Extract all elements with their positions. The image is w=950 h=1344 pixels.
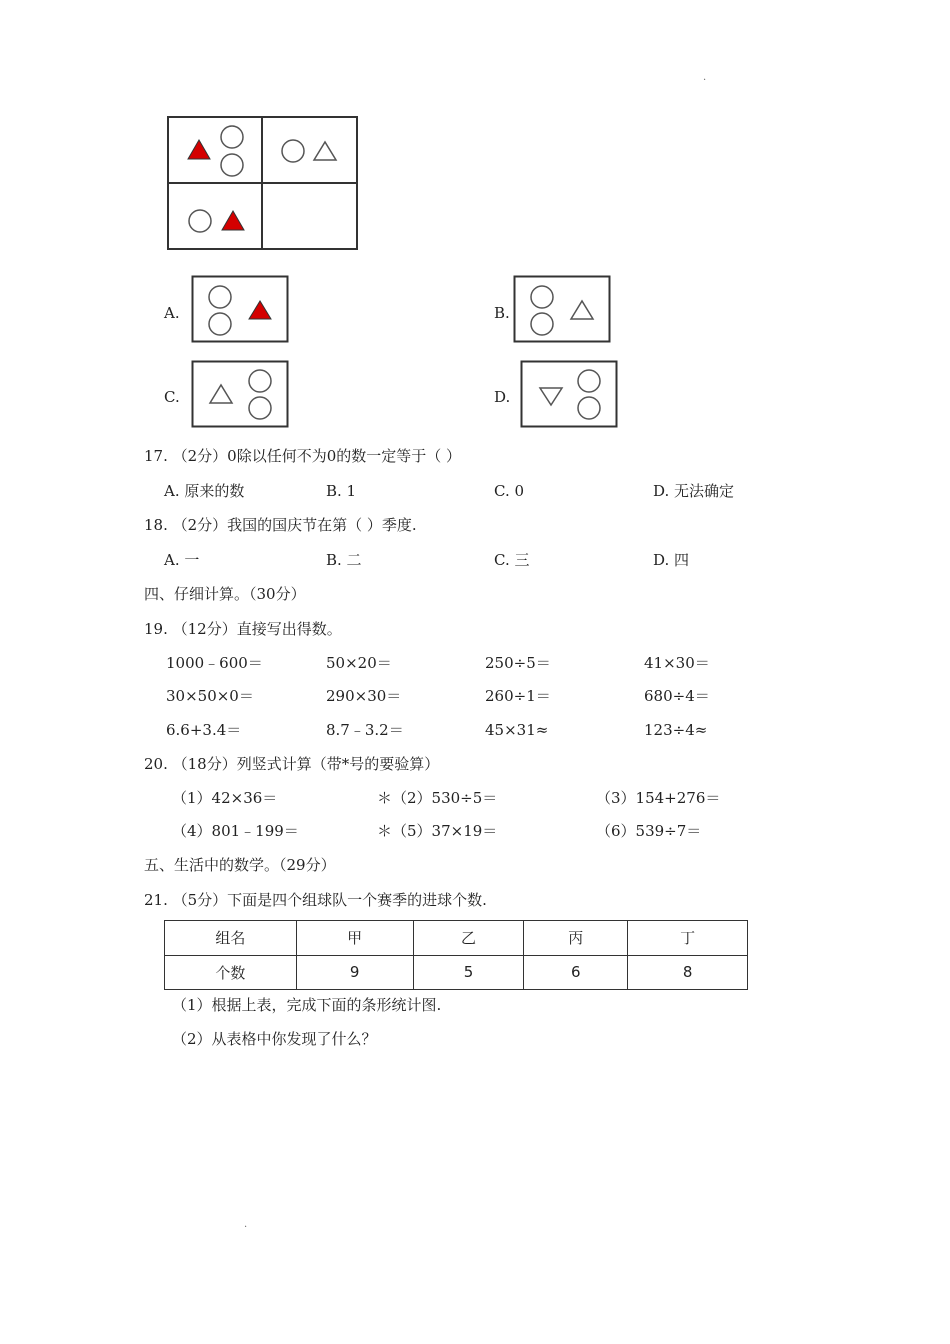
q18-option-c[interactable]: C. 三 (494, 551, 530, 569)
page-mark-bottom: . (244, 1219, 248, 1230)
q18-option-a[interactable]: A. 一 (164, 551, 200, 569)
q20-item: ＊（5）37×19＝ (377, 822, 498, 840)
table-header-row (165, 921, 748, 956)
q19-item: 41×30＝ (644, 654, 710, 672)
q18-option-d[interactable]: D. 四 (653, 551, 690, 569)
q19-item: 680÷4＝ (644, 687, 710, 705)
page-mark-top: . (703, 72, 707, 83)
option-a-label[interactable]: A. (164, 304, 180, 322)
q21-sub1: （1）根据上表，完成下面的条形统计图. (172, 996, 442, 1014)
inverted-triangle-icon (540, 388, 562, 405)
goals-table (164, 920, 748, 990)
triangle-icon (210, 385, 232, 403)
q19-item: 8.7﹣3.2＝ (326, 721, 404, 739)
q19-item: 290×30＝ (326, 687, 402, 705)
circle-icon (249, 397, 271, 419)
table-row (165, 955, 748, 990)
circle-icon (209, 313, 231, 335)
table-cell: 个数 (165, 955, 297, 990)
q19-item: 123÷4≈ (644, 721, 708, 739)
q20-item: （4）801﹣199＝ (172, 822, 299, 840)
q20-item: （6）539÷7＝ (596, 822, 702, 840)
q17-option-a[interactable]: A. 原来的数 (164, 482, 245, 500)
triangle-icon (571, 301, 593, 319)
red-triangle-icon (249, 301, 271, 319)
q20-stem: 20. （18分）列竖式计算（带*号的要验算） (144, 755, 440, 773)
q20-item: ＊（2）530÷5＝ (377, 789, 498, 807)
option-d-figure[interactable] (520, 360, 619, 429)
q20-item: （3）154+276＝ (596, 789, 721, 807)
q21-stem: 21. （5分）下面是四个组球队一个赛季的进球个数. (144, 891, 487, 909)
table-cell: 丁 (628, 921, 748, 956)
triangle-icon (314, 142, 336, 160)
q19-item: 30×50×0＝ (166, 687, 254, 705)
q19-item: 260÷1＝ (485, 687, 551, 705)
circle-icon (249, 370, 271, 392)
pattern-grid (166, 115, 360, 252)
red-triangle-icon (188, 140, 210, 159)
circle-icon (282, 140, 304, 162)
q17-option-d[interactable]: D. 无法确定 (653, 482, 735, 500)
red-triangle-icon (222, 211, 244, 230)
circle-icon (209, 286, 231, 308)
table-cell: 5 (413, 955, 524, 990)
option-b-label[interactable]: B. (494, 304, 510, 322)
q19-stem: 19. （12分）直接写出得数。 (144, 620, 342, 638)
table-cell: 6 (524, 955, 628, 990)
q19-item: 6.6+3.4＝ (166, 721, 242, 739)
table-cell: 9 (296, 955, 413, 990)
section-4-heading: 四、仔细计算。（30分） (144, 585, 306, 603)
circle-icon (189, 210, 211, 232)
circle-icon (578, 397, 600, 419)
option-c-label[interactable]: C. (164, 388, 180, 406)
option-c-figure[interactable] (191, 360, 290, 429)
circle-icon (578, 370, 600, 392)
circle-icon (531, 313, 553, 335)
q20-item: （1）42×36＝ (172, 789, 278, 807)
q17-stem: 17. （2分）0除以任何不为0的数一定等于（ ） (144, 447, 462, 465)
option-a-figure[interactable] (191, 275, 290, 344)
option-d-label[interactable]: D. (494, 388, 511, 406)
q17-option-b[interactable]: B. 1 (326, 482, 357, 500)
circle-icon (531, 286, 553, 308)
circle-icon (221, 126, 243, 148)
table-cell: 甲 (296, 921, 413, 956)
table-cell: 乙 (413, 921, 524, 956)
q19-item: 50×20＝ (326, 654, 392, 672)
q18-option-b[interactable]: B. 二 (326, 551, 362, 569)
q18-stem: 18. （2分）我国的国庆节在第（ ）季度. (144, 516, 417, 534)
option-b-figure[interactable] (513, 275, 612, 344)
circle-icon (221, 154, 243, 176)
section-5-heading: 五、生活中的数学。（29分） (144, 856, 336, 874)
q17-option-c[interactable]: C. 0 (494, 482, 525, 500)
table-cell: 组名 (165, 921, 297, 956)
q19-item: 1000﹣600＝ (166, 654, 263, 672)
q19-item: 45×31≈ (485, 721, 549, 739)
table-cell: 8 (628, 955, 748, 990)
q19-item: 250÷5＝ (485, 654, 551, 672)
q21-sub2: （2）从表格中你发现了什么？ (172, 1030, 377, 1048)
table-cell: 丙 (524, 921, 628, 956)
